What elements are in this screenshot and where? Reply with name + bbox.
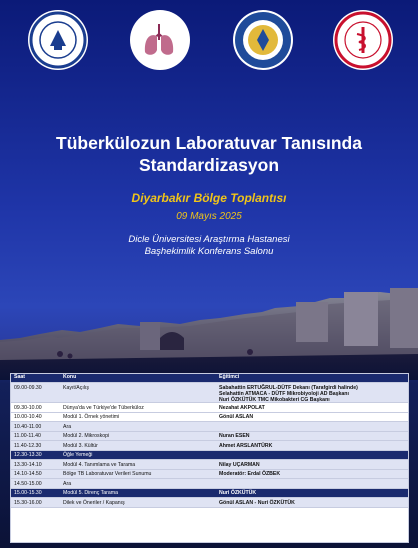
program-table [10,373,409,543]
row-time: 11.40-12.30 [14,442,42,449]
program-row [11,383,408,403]
title-line-1: Tüberkülozun Laboratuvar Tanısında [56,133,362,153]
lung-logo [130,10,190,70]
society-logo [28,10,88,70]
row-time: 10.00-10.40 [14,414,42,420]
row-topic: Ara [63,480,72,487]
row-topic: Kayıt/Açılış [63,384,89,391]
row-speaker: Gönül ASLAN [219,414,254,420]
program-row [11,403,408,413]
title-line-2: Standardizasyon [138,155,280,175]
venue-line-2: Başhekimlik Konferans Salonu [144,246,274,257]
row-topic: Modül 2. Mikroskopi [63,433,110,439]
venue [0,234,418,258]
row-time: 15.30-16.00 [14,499,42,506]
program-header-row [11,374,408,383]
row-time: 12.30-13.30 [14,452,42,458]
row-topic: Dünya'da ve Türkiye'de Tüberküloz [63,404,144,411]
header-time: Saat [14,374,25,380]
city-walls-skyline [0,268,418,380]
row-time: 15.00-15.30 [14,490,42,496]
row-speaker: Sabahattin ERTUĞRUL-DÜTF Dekanı (Tarafgirdi halinde) Selahattin ATMACA - DÜTF Mikrobiyoloji AD Başkanı Nuri ÖZKÜTÜK TMC Mikobakteri CG Başkanı [219,384,358,403]
row-topic: Modül 5. Direnç Tarama [63,490,118,496]
program-row [11,470,408,480]
program-row [11,479,408,489]
row-time: 13.30-14.10 [14,461,42,468]
row-speaker: Nuran ESEN [219,433,250,439]
meeting-subtitle: Diyarbakır Bölge Toplantısı [131,191,287,205]
program-row [11,498,408,508]
row-time: 09.30-10.00 [14,404,42,411]
row-speaker: Nezahat AKPOLAT [219,404,265,411]
university-logo [233,10,293,70]
header-speaker: Eğitimci [219,374,240,380]
ministry-logo [333,10,393,70]
row-time: 14.10-14.50 [14,471,42,477]
row-speaker: Nilay UÇARMAN [219,461,260,468]
row-time: 10.40-11.00 [14,423,42,430]
row-speaker: Ahmet ARSLANTÜRK [219,442,273,449]
row-topic: Öğle Yemeği [63,452,93,458]
header-topic: Konu [63,374,77,380]
logo-bar [0,10,418,74]
row-topic: Modül 1. Örnek yönetimi [63,414,120,420]
row-speaker: Nuri ÖZKÜTÜK [219,490,257,496]
program-row [11,460,408,470]
row-time: 11.00-11.40 [14,433,41,439]
row-speaker [219,422,407,424]
program-row [11,489,408,499]
row-topic: Modül 4. Tanımlama ve Tarama [63,461,136,468]
row-speaker: Moderatör: Erdal ÖZBEK [219,471,281,477]
program-row [11,441,408,451]
row-topic: Bölge TB Laboratuvar Verileri Sunumu [63,471,152,477]
row-speaker: Gönül ASLAN - Nuri ÖZKÜTÜK [219,499,295,506]
row-topic: Modül 3. Kültür [63,442,98,449]
row-topic: Dilek ve Öneriler / Kapanış [63,499,125,506]
venue-line-1: Dicle Üniversitesi Araştırma Hastanesi [128,234,290,245]
row-speaker [219,479,407,481]
program-row [11,413,408,423]
row-topic: Ara [63,423,72,430]
program-row [11,432,408,442]
program-row [11,451,408,461]
program-row [11,422,408,432]
row-time: 14.50-15.00 [14,480,42,487]
row-speaker [219,451,407,453]
event-title [0,132,418,176]
event-date: 09 Mayıs 2025 [176,211,242,222]
row-time: 09.00-09.30 [14,384,42,391]
